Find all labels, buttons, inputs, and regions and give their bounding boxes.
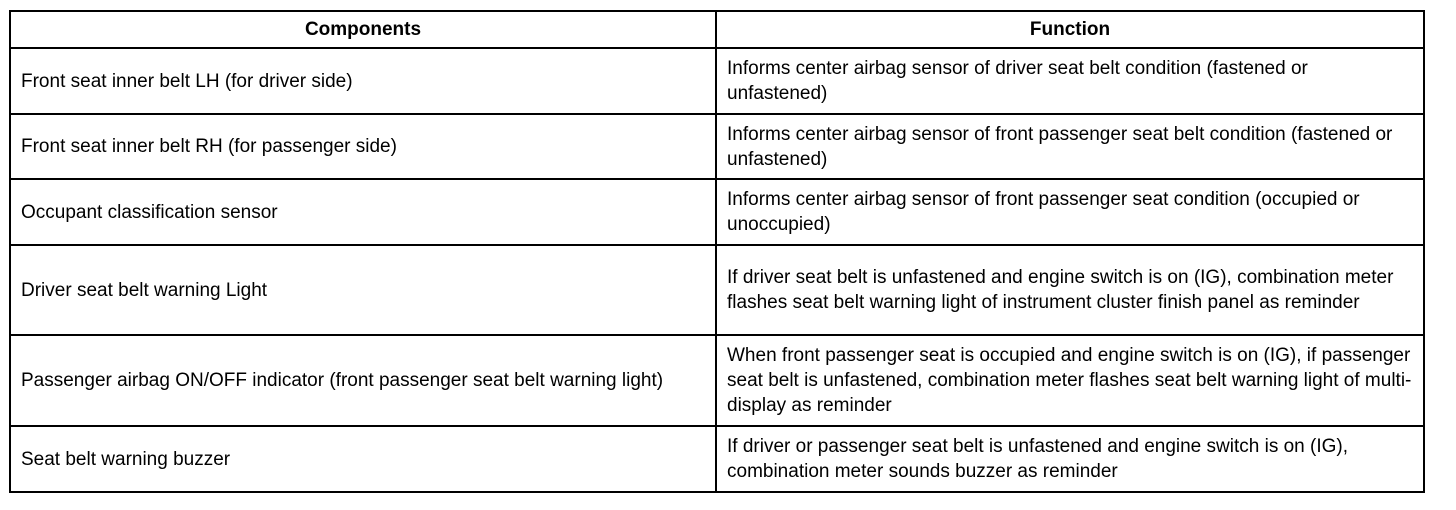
function-cell: If driver seat belt is unfastened and engine switch is on (IG), combination meter flashes seat belt warning light of instrument cluster finish panel as reminder — [716, 245, 1424, 335]
table-header-row — [10, 11, 1424, 48]
component-cell: Occupant classification sensor — [10, 179, 716, 245]
component-cell: Front seat inner belt RH (for passenger side) — [10, 114, 716, 179]
component-cell: Driver seat belt warning Light — [10, 245, 716, 335]
table-row — [10, 48, 1424, 114]
function-cell: Informs center airbag sensor of front passenger seat condition (occupied or unoccupied) — [716, 179, 1424, 245]
table-row — [10, 335, 1424, 426]
function-cell: Informs center airbag sensor of front passenger seat belt condition (fastened or unfastened) — [716, 114, 1424, 179]
header-function: Function — [716, 11, 1424, 48]
function-cell: If driver or passenger seat belt is unfastened and engine switch is on (IG), combination meter sounds buzzer as reminder — [716, 426, 1424, 492]
components-function-table — [9, 10, 1425, 493]
component-cell: Seat belt warning buzzer — [10, 426, 716, 492]
function-cell: Informs center airbag sensor of driver seat belt condition (fastened or unfastened) — [716, 48, 1424, 114]
table-row — [10, 114, 1424, 179]
table-row — [10, 245, 1424, 335]
component-cell: Front seat inner belt LH (for driver side) — [10, 48, 716, 114]
component-cell: Passenger airbag ON/OFF indicator (front passenger seat belt warning light) — [10, 335, 716, 426]
function-cell: When front passenger seat is occupied and engine switch is on (IG), if passenger seat belt is unfastened, combination meter flashes seat belt warning light of multi-display as reminder — [716, 335, 1424, 426]
header-components: Components — [10, 11, 716, 48]
table-row — [10, 426, 1424, 492]
table-row — [10, 179, 1424, 245]
components-table-container — [9, 10, 1423, 493]
